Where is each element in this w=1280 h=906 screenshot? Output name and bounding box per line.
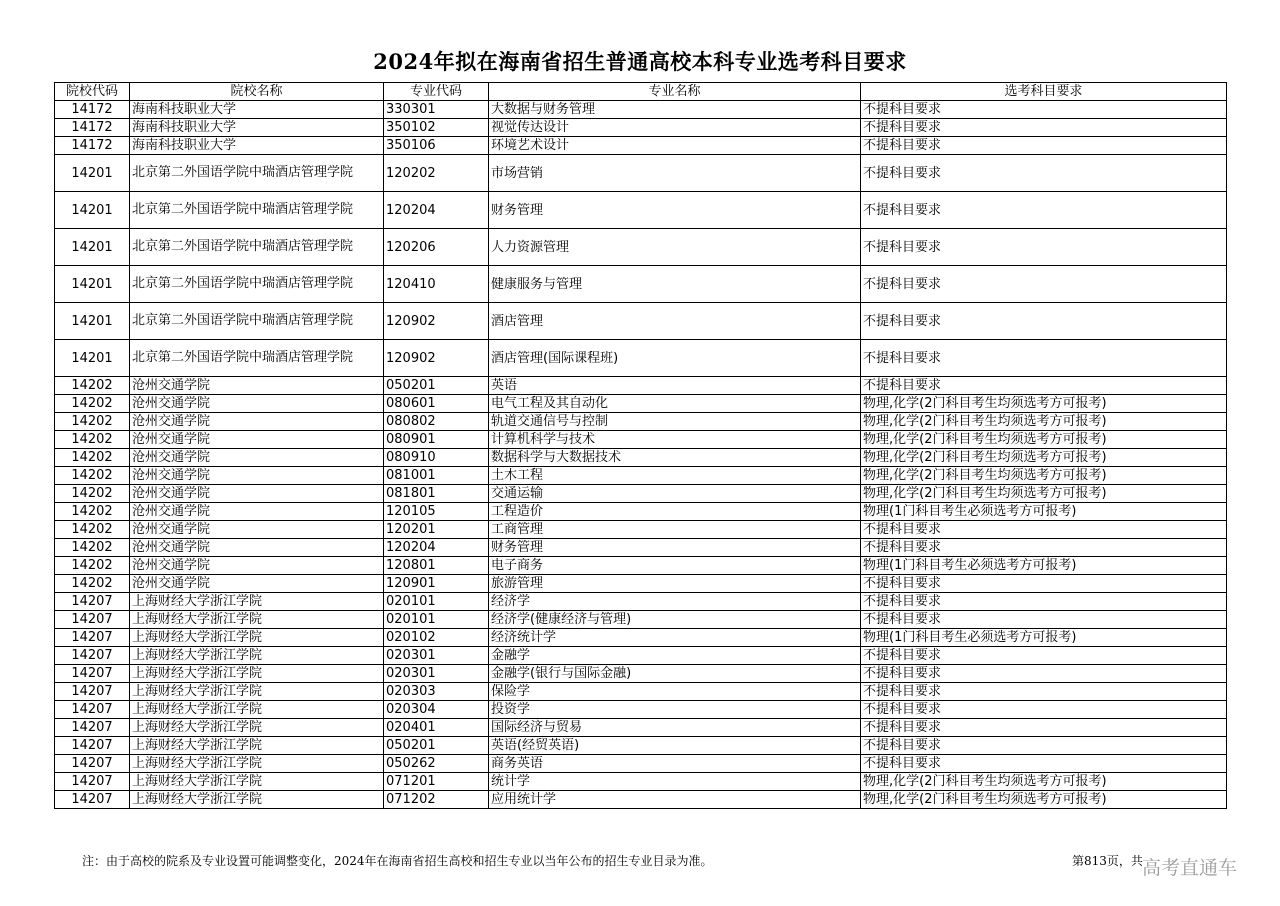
school-code-cell: 14202 <box>55 467 130 485</box>
table-row <box>55 377 1227 395</box>
table-row <box>55 413 1227 431</box>
major-name-cell: 工商管理 <box>489 521 861 539</box>
school-code-cell: 14202 <box>55 575 130 593</box>
major-code-cell: 120410 <box>384 266 489 303</box>
header-school-code: 院校代码 <box>55 83 130 101</box>
table-row <box>55 119 1227 137</box>
major-name-cell: 财务管理 <box>489 539 861 557</box>
school-code-cell: 14172 <box>55 101 130 119</box>
table-row <box>55 719 1227 737</box>
school-name-cell: 沧州交通学院 <box>130 557 384 575</box>
school-name-cell: 沧州交通学院 <box>130 413 384 431</box>
major-code-cell: 050201 <box>384 737 489 755</box>
table-row <box>55 701 1227 719</box>
major-code-cell: 020301 <box>384 647 489 665</box>
header-major-name: 专业名称 <box>489 83 861 101</box>
major-name-cell: 投资学 <box>489 701 861 719</box>
table-row <box>55 485 1227 503</box>
requirement-cell: 物理(1门科目考生必须选考方可报考) <box>861 557 1227 575</box>
major-name-cell: 土木工程 <box>489 467 861 485</box>
table-row <box>55 791 1227 809</box>
major-name-cell: 统计学 <box>489 773 861 791</box>
major-code-cell: 020301 <box>384 665 489 683</box>
requirement-cell: 不提科目要求 <box>861 737 1227 755</box>
requirement-cell: 不提科目要求 <box>861 539 1227 557</box>
major-code-cell: 071202 <box>384 791 489 809</box>
major-code-cell: 120901 <box>384 575 489 593</box>
school-name-cell: 海南科技职业大学 <box>130 119 384 137</box>
school-name-cell: 海南科技职业大学 <box>130 137 384 155</box>
major-name-cell: 大数据与财务管理 <box>489 101 861 119</box>
school-code-cell: 14202 <box>55 521 130 539</box>
school-name-cell: 上海财经大学浙江学院 <box>130 593 384 611</box>
school-code-cell: 14202 <box>55 557 130 575</box>
school-name-cell: 上海财经大学浙江学院 <box>130 791 384 809</box>
school-name-cell: 沧州交通学院 <box>130 377 384 395</box>
school-code-cell: 14201 <box>55 340 130 377</box>
major-name-cell: 英语(经贸英语) <box>489 737 861 755</box>
school-name-cell: 上海财经大学浙江学院 <box>130 629 384 647</box>
footnote: 注：由于高校的院系及专业设置可能调整变化，2024年在海南省招生高校和招生专业以当年公布的招生专业目录为准。 <box>82 854 713 868</box>
major-name-cell: 金融学(银行与国际金融) <box>489 665 861 683</box>
school-name-cell: 上海财经大学浙江学院 <box>130 611 384 629</box>
major-code-cell: 120204 <box>384 192 489 229</box>
major-code-cell: 080901 <box>384 431 489 449</box>
requirement-cell: 物理,化学(2门科目考生均须选考方可报考) <box>861 773 1227 791</box>
requirement-cell: 物理,化学(2门科目考生均须选考方可报考) <box>861 467 1227 485</box>
table-row <box>55 303 1227 340</box>
school-code-cell: 14207 <box>55 719 130 737</box>
table-row <box>55 647 1227 665</box>
major-code-cell: 050262 <box>384 755 489 773</box>
school-code-cell: 14201 <box>55 192 130 229</box>
requirement-cell: 不提科目要求 <box>861 155 1227 192</box>
major-code-cell: 080910 <box>384 449 489 467</box>
major-name-cell: 环境艺术设计 <box>489 137 861 155</box>
school-code-cell: 14202 <box>55 503 130 521</box>
school-name-cell: 上海财经大学浙江学院 <box>130 737 384 755</box>
major-name-cell: 健康服务与管理 <box>489 266 861 303</box>
table-row <box>55 557 1227 575</box>
requirement-cell: 不提科目要求 <box>861 303 1227 340</box>
requirement-cell: 物理,化学(2门科目考生均须选考方可报考) <box>861 413 1227 431</box>
school-name-cell: 上海财经大学浙江学院 <box>130 773 384 791</box>
requirement-cell: 物理(1门科目考生必须选考方可报考) <box>861 629 1227 647</box>
requirement-cell: 不提科目要求 <box>861 575 1227 593</box>
school-code-cell: 14172 <box>55 137 130 155</box>
major-name-cell: 计算机科学与技术 <box>489 431 861 449</box>
school-code-cell: 14202 <box>55 539 130 557</box>
school-code-cell: 14207 <box>55 755 130 773</box>
table-row <box>55 629 1227 647</box>
major-name-cell: 市场营销 <box>489 155 861 192</box>
major-code-cell: 020304 <box>384 701 489 719</box>
table-row <box>55 101 1227 119</box>
school-code-cell: 14207 <box>55 629 130 647</box>
requirement-cell: 不提科目要求 <box>861 192 1227 229</box>
major-code-cell: 350102 <box>384 119 489 137</box>
table-row <box>55 503 1227 521</box>
major-code-cell: 120204 <box>384 539 489 557</box>
major-code-cell: 080601 <box>384 395 489 413</box>
school-name-cell: 沧州交通学院 <box>130 575 384 593</box>
major-code-cell: 081001 <box>384 467 489 485</box>
major-name-cell: 经济学 <box>489 593 861 611</box>
page-title: 2024年拟在海南省招生普通高校本科专业选考科目要求 <box>373 49 907 74</box>
major-name-cell: 应用统计学 <box>489 791 861 809</box>
requirement-cell: 不提科目要求 <box>861 647 1227 665</box>
table-row <box>55 155 1227 192</box>
requirement-cell: 不提科目要求 <box>861 719 1227 737</box>
major-code-cell: 120902 <box>384 303 489 340</box>
major-code-cell: 350106 <box>384 137 489 155</box>
major-name-cell: 金融学 <box>489 647 861 665</box>
requirement-cell: 物理,化学(2门科目考生均须选考方可报考) <box>861 431 1227 449</box>
school-name-cell: 北京第二外国语学院中瑞酒店管理学院 <box>130 266 384 303</box>
school-name-cell: 海南科技职业大学 <box>130 101 384 119</box>
table-row <box>55 229 1227 266</box>
watermark-logo: 高考直通车 <box>1142 857 1238 879</box>
table-row <box>55 683 1227 701</box>
major-code-cell: 020101 <box>384 611 489 629</box>
table-row <box>55 431 1227 449</box>
school-name-cell: 沧州交通学院 <box>130 539 384 557</box>
table-body <box>55 101 1227 809</box>
school-code-cell: 14202 <box>55 431 130 449</box>
school-name-cell: 上海财经大学浙江学院 <box>130 647 384 665</box>
school-code-cell: 14207 <box>55 593 130 611</box>
table-row <box>55 737 1227 755</box>
table-row <box>55 539 1227 557</box>
major-name-cell: 电气工程及其自动化 <box>489 395 861 413</box>
school-code-cell: 14207 <box>55 611 130 629</box>
major-name-cell: 轨道交通信号与控制 <box>489 413 861 431</box>
requirement-cell: 不提科目要求 <box>861 229 1227 266</box>
major-code-cell: 120902 <box>384 340 489 377</box>
school-code-cell: 14207 <box>55 647 130 665</box>
requirement-cell: 不提科目要求 <box>861 521 1227 539</box>
requirement-cell: 不提科目要求 <box>861 137 1227 155</box>
major-name-cell: 数据科学与大数据技术 <box>489 449 861 467</box>
school-name-cell: 北京第二外国语学院中瑞酒店管理学院 <box>130 155 384 192</box>
requirement-cell: 物理,化学(2门科目考生均须选考方可报考) <box>861 395 1227 413</box>
requirement-cell: 物理,化学(2门科目考生均须选考方可报考) <box>861 485 1227 503</box>
header-subject-requirement: 选考科目要求 <box>861 83 1227 101</box>
requirement-cell: 不提科目要求 <box>861 593 1227 611</box>
requirement-cell: 物理,化学(2门科目考生均须选考方可报考) <box>861 449 1227 467</box>
table-row <box>55 192 1227 229</box>
school-name-cell: 上海财经大学浙江学院 <box>130 665 384 683</box>
major-code-cell: 020401 <box>384 719 489 737</box>
school-name-cell: 上海财经大学浙江学院 <box>130 683 384 701</box>
table-row <box>55 521 1227 539</box>
header-school-name: 院校名称 <box>130 83 384 101</box>
requirement-cell: 不提科目要求 <box>861 340 1227 377</box>
major-name-cell: 工程造价 <box>489 503 861 521</box>
school-name-cell: 上海财经大学浙江学院 <box>130 755 384 773</box>
requirement-cell: 物理(1门科目考生必须选考方可报考) <box>861 503 1227 521</box>
major-name-cell: 经济统计学 <box>489 629 861 647</box>
major-code-cell: 020101 <box>384 593 489 611</box>
major-name-cell: 英语 <box>489 377 861 395</box>
table-row <box>55 137 1227 155</box>
table-row <box>55 340 1227 377</box>
requirement-cell: 不提科目要求 <box>861 665 1227 683</box>
school-name-cell: 沧州交通学院 <box>130 449 384 467</box>
school-code-cell: 14207 <box>55 773 130 791</box>
header-major-code: 专业代码 <box>384 83 489 101</box>
school-code-cell: 14207 <box>55 665 130 683</box>
major-name-cell: 旅游管理 <box>489 575 861 593</box>
school-code-cell: 14172 <box>55 119 130 137</box>
table-row <box>55 395 1227 413</box>
requirement-cell: 不提科目要求 <box>861 755 1227 773</box>
requirement-cell: 不提科目要求 <box>861 701 1227 719</box>
page-number: 第813页，共 <box>1072 854 1143 868</box>
table-row <box>55 575 1227 593</box>
school-name-cell: 北京第二外国语学院中瑞酒店管理学院 <box>130 303 384 340</box>
table-row <box>55 467 1227 485</box>
requirements-table <box>54 82 1227 809</box>
table-row <box>55 773 1227 791</box>
school-code-cell: 14202 <box>55 395 130 413</box>
school-name-cell: 北京第二外国语学院中瑞酒店管理学院 <box>130 340 384 377</box>
major-code-cell: 120206 <box>384 229 489 266</box>
table-row <box>55 755 1227 773</box>
major-name-cell: 交通运输 <box>489 485 861 503</box>
major-code-cell: 071201 <box>384 773 489 791</box>
major-name-cell: 经济学(健康经济与管理) <box>489 611 861 629</box>
school-name-cell: 沧州交通学院 <box>130 467 384 485</box>
school-name-cell: 沧州交通学院 <box>130 395 384 413</box>
school-name-cell: 北京第二外国语学院中瑞酒店管理学院 <box>130 229 384 266</box>
major-name-cell: 财务管理 <box>489 192 861 229</box>
school-name-cell: 北京第二外国语学院中瑞酒店管理学院 <box>130 192 384 229</box>
school-code-cell: 14207 <box>55 683 130 701</box>
major-name-cell: 视觉传达设计 <box>489 119 861 137</box>
requirement-cell: 不提科目要求 <box>861 266 1227 303</box>
major-name-cell: 酒店管理(国际课程班) <box>489 340 861 377</box>
major-code-cell: 050201 <box>384 377 489 395</box>
major-name-cell: 商务英语 <box>489 755 861 773</box>
school-code-cell: 14202 <box>55 413 130 431</box>
major-name-cell: 人力资源管理 <box>489 229 861 266</box>
school-code-cell: 14202 <box>55 449 130 467</box>
major-code-cell: 120801 <box>384 557 489 575</box>
major-code-cell: 120202 <box>384 155 489 192</box>
major-code-cell: 020303 <box>384 683 489 701</box>
school-name-cell: 上海财经大学浙江学院 <box>130 719 384 737</box>
major-code-cell: 080802 <box>384 413 489 431</box>
major-name-cell: 国际经济与贸易 <box>489 719 861 737</box>
school-code-cell: 14201 <box>55 266 130 303</box>
school-code-cell: 14201 <box>55 155 130 192</box>
school-code-cell: 14201 <box>55 303 130 340</box>
major-name-cell: 电子商务 <box>489 557 861 575</box>
table-row <box>55 665 1227 683</box>
table-row <box>55 593 1227 611</box>
major-code-cell: 020102 <box>384 629 489 647</box>
requirement-cell: 物理,化学(2门科目考生均须选考方可报考) <box>861 791 1227 809</box>
requirement-cell: 不提科目要求 <box>861 101 1227 119</box>
table-row <box>55 266 1227 303</box>
table-row <box>55 611 1227 629</box>
major-name-cell: 保险学 <box>489 683 861 701</box>
requirement-cell: 不提科目要求 <box>861 611 1227 629</box>
table-header-row <box>55 83 1227 101</box>
major-name-cell: 酒店管理 <box>489 303 861 340</box>
major-code-cell: 330301 <box>384 101 489 119</box>
major-code-cell: 120201 <box>384 521 489 539</box>
table-row <box>55 449 1227 467</box>
school-name-cell: 上海财经大学浙江学院 <box>130 701 384 719</box>
requirement-cell: 不提科目要求 <box>861 683 1227 701</box>
requirement-cell: 不提科目要求 <box>861 377 1227 395</box>
requirement-cell: 不提科目要求 <box>861 119 1227 137</box>
school-code-cell: 14207 <box>55 737 130 755</box>
school-code-cell: 14201 <box>55 229 130 266</box>
school-name-cell: 沧州交通学院 <box>130 485 384 503</box>
school-name-cell: 沧州交通学院 <box>130 431 384 449</box>
school-code-cell: 14207 <box>55 791 130 809</box>
school-code-cell: 14202 <box>55 377 130 395</box>
school-name-cell: 沧州交通学院 <box>130 521 384 539</box>
school-code-cell: 14202 <box>55 485 130 503</box>
major-code-cell: 081801 <box>384 485 489 503</box>
major-code-cell: 120105 <box>384 503 489 521</box>
school-code-cell: 14207 <box>55 701 130 719</box>
school-name-cell: 沧州交通学院 <box>130 503 384 521</box>
